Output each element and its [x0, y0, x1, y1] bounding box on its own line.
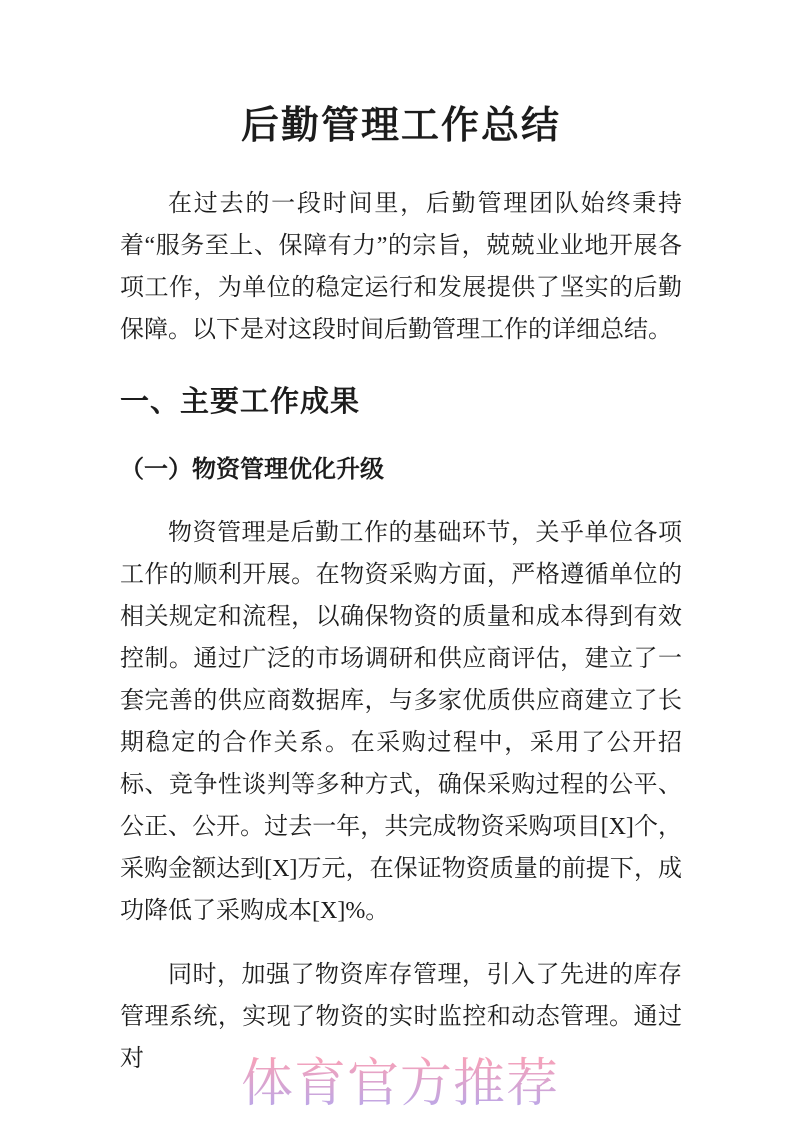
section-heading-main-achievements: 一、主要工作成果 — [120, 386, 361, 418]
body-paragraph-inventory: 同时，加强了物资库存管理，引入了先进的库存管理系统，实现了物资的实时监控和动态管理。通过对 — [120, 962, 682, 1072]
intro-paragraph: 在过去的一段时间里，后勤管理团队始终秉持着“服务至上、保障有力”的宗旨，兢兢业业地开展各项工作，为单位的稳定运行和发展提供了坚实的后勤保障。以下是对这段时间后勤管理工作的详细总结。 — [120, 191, 682, 343]
watermark-text: 体育官方推荐 — [240, 1056, 560, 1113]
doc-title: 后勤管理工作总结 — [240, 105, 561, 147]
body-paragraph-procurement: 物资管理是后勤工作的基础环节，关乎单位各项工作的顺利开展。在物资采购方面，严格遵循单位的相关规定和流程，以确保物资的质量和成本得到有效控制。通过广泛的市场调研和供应商评估，建立了一套完善的供应商数据库，与多家优质供应商建立了长期稳定的合作关系。在采购过程中，采用了公开招标、竞争性谈判等多种方式，确保采购过程的公平、公正、公开。过去一年，共完成物资采购项目[X]个，采购金额达到[X]万元，在保证物资质量的前提下，成功降低了采购成本[X]%。 — [120, 520, 682, 924]
subsection-heading-material-management: （一）物资管理优化升级 — [120, 457, 384, 483]
